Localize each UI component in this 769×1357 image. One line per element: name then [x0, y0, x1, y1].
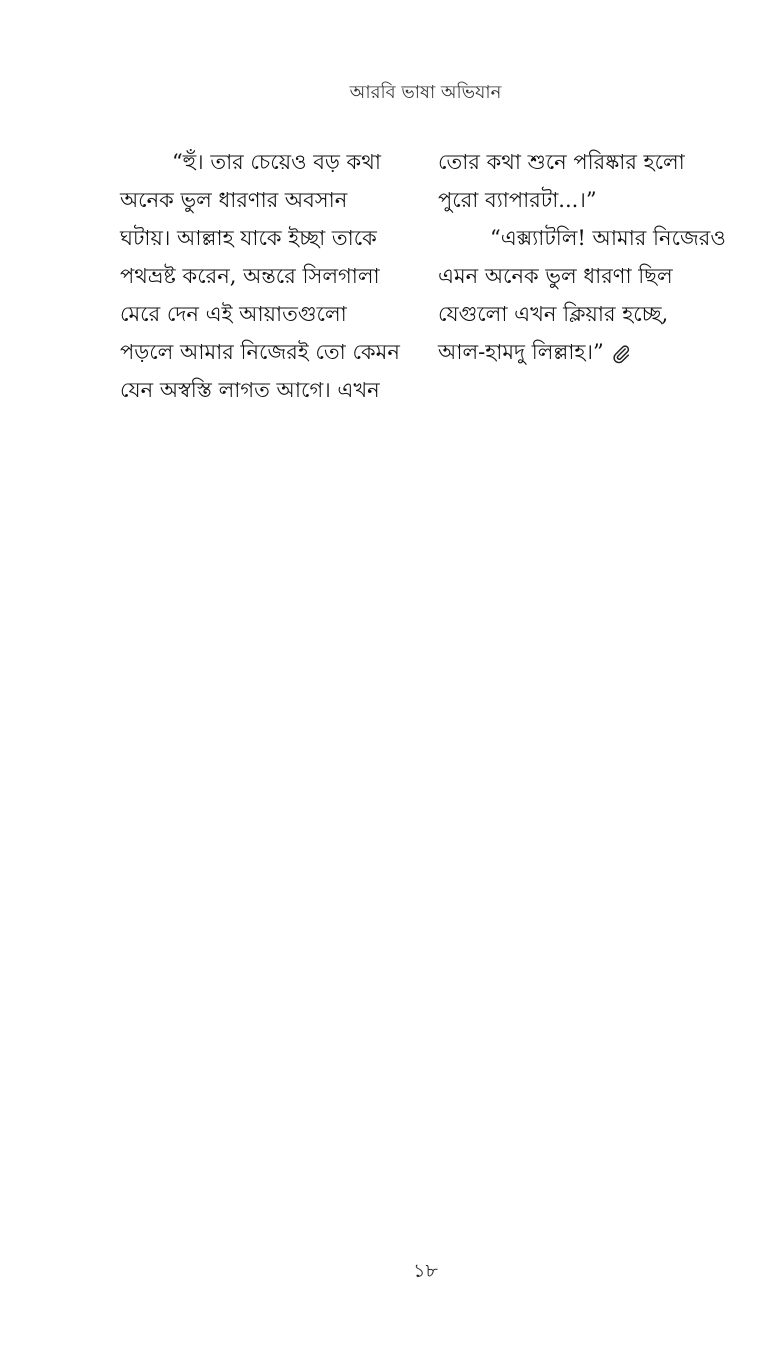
page-number: ১৮ — [413, 1260, 438, 1282]
text-line: পুরো ব্যাপারটা...।” — [438, 188, 597, 212]
right-column — [438, 143, 738, 371]
text-line: পড়লে আমার নিজেরই তো কেমন — [120, 340, 400, 364]
text-line: পথভ্রষ্ট করেন, অন্তরে সিলগালা — [120, 264, 380, 288]
text-line: যেগুলো এখন ক্লিয়ার হচ্ছে, — [438, 302, 669, 326]
text-line: “হুঁ। তার চেয়েও বড় কথা — [172, 150, 381, 174]
text-line: অনেক ভুল ধারণার অবসান — [120, 188, 348, 212]
text-line-last — [438, 333, 738, 371]
text-line: “এক্স্যাটলি! আমার নিজেরও — [490, 226, 726, 250]
text-line: যেন অস্বস্তি লাগত আগে। এখন — [120, 378, 380, 402]
text-line: তোর কথা শুনে পরিষ্কার হলো — [438, 150, 685, 174]
text-line: ঘটায়। আল্লাহ যাকে ইচ্ছা তাকে — [120, 226, 377, 250]
text-line-last-content: আল-হামদু লিল্লাহ।” — [438, 340, 604, 364]
paperclip-icon — [610, 343, 632, 365]
text-line: মেরে দেন এই আয়াতগুলো — [120, 302, 347, 326]
text-line: এমন অনেক ভুল ধারণা ছিল — [438, 264, 673, 288]
left-column — [120, 143, 420, 409]
running-header: আরবি ভাষা অভিযান — [349, 82, 502, 103]
